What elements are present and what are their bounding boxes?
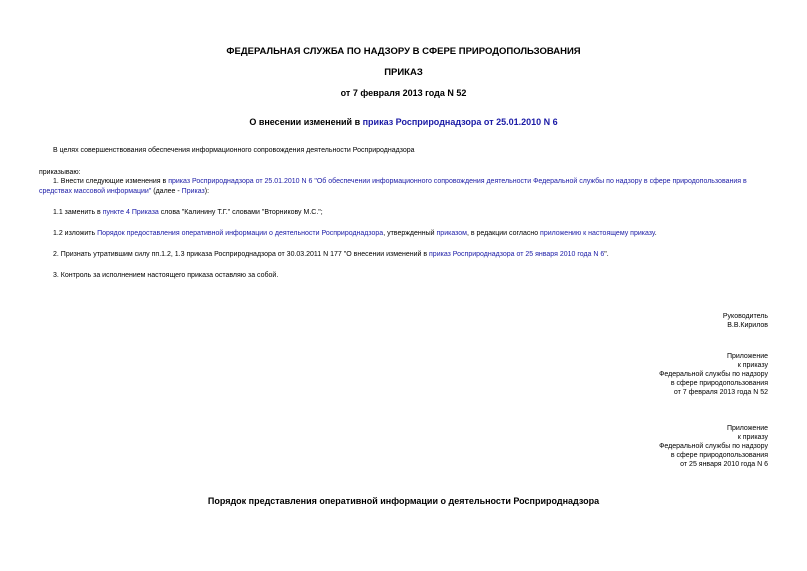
signature-name: В.В.Кирилов <box>727 322 768 329</box>
appendix-block-1 <box>659 352 768 397</box>
appendix-2-line: Федеральной службы по надзору <box>659 443 768 450</box>
item-2-link[interactable]: приказ Росприроднадзора от 25 января 2010 года N 6 <box>429 251 605 258</box>
item-1-1-link[interactable]: пункте 4 Приказа <box>102 209 159 216</box>
item-1-2-prefix: 1.2 изложить <box>53 230 98 237</box>
item-1-2-end: . <box>654 230 657 237</box>
signature-block <box>723 312 768 330</box>
agency-heading: ФЕДЕРАЛЬНАЯ СЛУЖБА ПО НАДЗОРУ В СФЕРЕ ПРИРОДОПОЛЬЗОВАНИЯ <box>226 46 581 57</box>
appendix-2-line: от 25 января 2010 года N 6 <box>680 461 768 468</box>
item-1-after: (далее - <box>151 187 182 195</box>
item-1-2-mid2: , в редакции согласно <box>466 230 541 237</box>
item-1-end: ): <box>204 187 210 195</box>
appendix-block-2 <box>659 424 768 469</box>
order-word: приказываю: <box>39 169 81 176</box>
appendix-1-line: Приложение <box>726 353 768 360</box>
item-1-order-link[interactable]: приказ Росприроднадзора от 25.01.2010 N 6 <box>168 178 313 185</box>
item-2 <box>53 250 609 260</box>
item-1-2-mid1: , утвержденный <box>383 230 437 237</box>
item-1-2-procedure-link[interactable]: Порядок предоставления оперативной информации о деятельности Росприроднадзора <box>97 230 384 237</box>
item-1-title-link-part2[interactable]: средствах массовой информации" <box>39 187 152 195</box>
subject-prefix: О внесении изменений в <box>249 117 363 127</box>
item-1-1-prefix: 1.1 заменить в <box>53 209 103 216</box>
item-3: 3. Контроль за исполнением настоящего приказа оставляю за собой. <box>53 272 279 279</box>
appendix-2-line: к приказу <box>737 434 768 441</box>
item-1-1-text: слова "Калинину Т.Г." словами "Вторникову М.С."; <box>158 209 323 216</box>
item-1-prikaz-link[interactable]: Приказ <box>181 187 205 195</box>
appendix-1-line: в сфере природопользования <box>670 380 768 387</box>
item-2-end: ". <box>604 251 609 258</box>
doc-subject-heading <box>0 117 807 127</box>
subject-link[interactable]: приказ Росприроднадзора от 25.01.2010 N 6 <box>362 117 558 127</box>
appendix-1-line: Федеральной службы по надзору <box>659 371 768 378</box>
intro-paragraph: В целях совершенствования обеспечения информационного сопровождения деятельности Росприроднадзора <box>53 147 415 154</box>
item-2-prefix: 2. Признать утратившим силу пп.1.2, 1.3 приказа Росприроднадзора от 30.03.2011 N 177 "О внесении изменений в <box>53 251 430 258</box>
item-1-line1 <box>53 177 747 187</box>
item-1-2-order-link[interactable]: приказом <box>436 230 467 237</box>
appendix-2-line: Приложение <box>726 425 768 432</box>
appendix-1-line: от 7 февраля 2013 года N 52 <box>673 389 768 396</box>
item-1-2-appendix-link[interactable]: приложению к настоящему приказу <box>540 230 655 237</box>
item-1-2 <box>53 229 657 239</box>
doc-type-heading: ПРИКАЗ <box>384 67 423 78</box>
item-1-title-link-part1[interactable]: "Об обеспечении информационного сопровождения деятельности Федеральной службы по надзору в сфере природопользования в <box>314 178 747 185</box>
item-1-prefix: 1. Внести следующие изменения в <box>53 178 169 185</box>
item-1-1 <box>53 208 323 218</box>
doc-date-heading: от 7 февраля 2013 года N 52 <box>340 88 467 98</box>
signature-position: Руководитель <box>722 313 768 320</box>
appendix-1-line: к приказу <box>737 362 768 369</box>
appendix-2-line: в сфере природопользования <box>670 452 768 459</box>
section-title: Порядок представления оперативной информации о деятельности Росприроднадзора <box>207 496 600 506</box>
item-1-line2 <box>39 187 209 197</box>
